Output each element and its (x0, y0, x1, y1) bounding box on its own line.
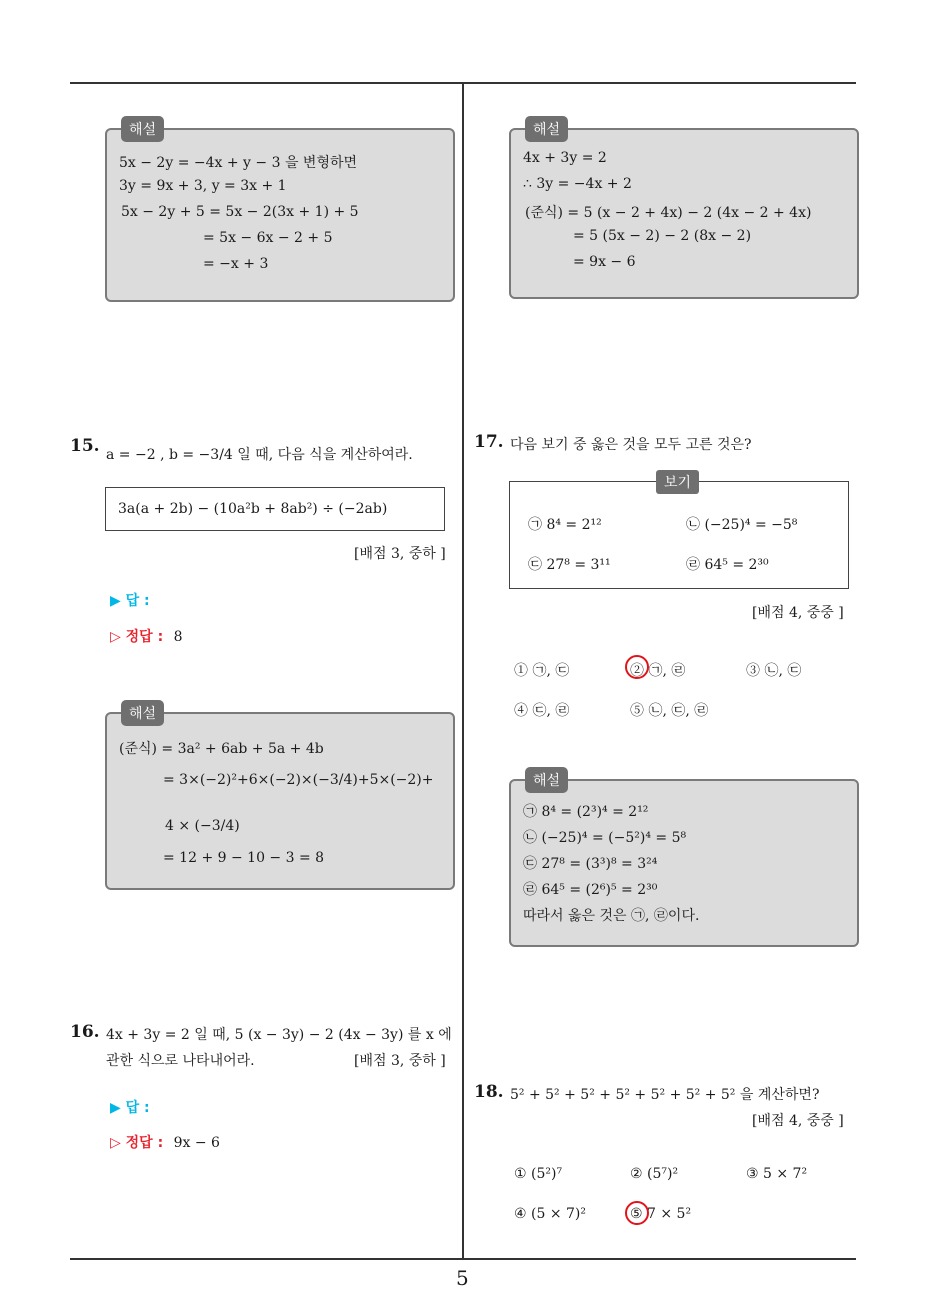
choice-17-5[interactable]: ⑤ ㉡, ㉢, ㉣ (630, 703, 709, 719)
answer-circle-mark-18 (625, 1201, 649, 1225)
solution-line: = −x + 3 (203, 256, 269, 272)
answer-label-q16: ▶ 답 : (110, 1100, 150, 1116)
bogi-item: ㉡ (−25)⁴ = −5⁸ (686, 517, 798, 533)
question-number-15: 15. (70, 436, 100, 456)
solution-line: ㉡ (−25)⁴ = (−5²)⁴ = 5⁸ (523, 830, 687, 846)
solution-tag: 해설 (525, 767, 568, 793)
choice-18-2[interactable]: ② (5⁷)² (630, 1166, 679, 1182)
solution-box-q16 (509, 122, 859, 299)
correct-label: ▷ 정답 : (110, 1135, 164, 1151)
solution-tag: 해설 (121, 116, 164, 142)
bogi-item: ㉠ 8⁴ = 2¹² (528, 517, 602, 533)
solution-line: 4x + 3y = 2 (523, 150, 607, 166)
solution-line: = 5x − 6x − 2 + 5 (203, 230, 333, 246)
solution-tag: 해설 (121, 700, 164, 726)
choice-18-4[interactable]: ④ (5 × 7)² (514, 1206, 586, 1222)
question-number-18: 18. (474, 1082, 504, 1102)
choice-18-1[interactable]: ① (5²)⁷ (514, 1166, 563, 1182)
score-q18: [배점 4, 중중 ] (752, 1113, 844, 1129)
solution-line: = 3×(−2)²+6×(−2)×(−3/4)+5×(−2)+ (163, 772, 434, 788)
solution-line: = 9x − 6 (573, 254, 636, 270)
score-q17: [배점 4, 중중 ] (752, 605, 844, 621)
choice-17-1[interactable]: ① ㉠, ㉢ (514, 663, 570, 679)
solution-line: = 12 + 9 − 10 − 3 = 8 (163, 850, 325, 866)
solution-line: 따라서 옳은 것은 ㉠, ㉣이다. (523, 908, 700, 924)
solution-line: ㉢ 27⁸ = (3³)⁸ = 3²⁴ (523, 856, 658, 872)
bogi-tag: 보기 (656, 470, 699, 494)
formula-box-q15 (105, 487, 445, 531)
question-number-17: 17. (474, 432, 504, 452)
correct-label: ▷ 정답 : (110, 629, 164, 645)
answer-circle-mark-17 (625, 655, 649, 679)
question-text-16-line1: 4x + 3y = 2 일 때, 5 (x − 3y) − 2 (4x − 3y) 를 x 에 (106, 1027, 452, 1043)
solution-box-q14 (105, 122, 455, 302)
choice-17-3[interactable]: ③ ㉡, ㉢ (746, 663, 802, 679)
solution-line: 5x − 2y = −4x + y − 3 을 변형하면 (119, 155, 358, 171)
correct-value: 8 (173, 629, 183, 645)
question-text-18: 5² + 5² + 5² + 5² + 5² + 5² + 5² 을 계산하면? (510, 1087, 820, 1103)
bogi-item: ㉢ 27⁸ = 3¹¹ (528, 557, 611, 573)
correct-answer-q16 (110, 1132, 220, 1152)
bottom-rule (70, 1258, 856, 1260)
solution-line: (준식) = 5 (x − 2 + 4x) − 2 (4x − 2 + 4x) (525, 205, 812, 221)
solution-tag: 해설 (525, 116, 568, 142)
question-text-16-line2: 관한 식으로 나타내어라. (106, 1053, 255, 1069)
solution-line: 3y = 9x + 3, y = 3x + 1 (119, 178, 287, 194)
question-text-15: a = −2 , b = −3/4 일 때, 다음 식을 계산하여라. (106, 447, 413, 463)
solution-line: ㉣ 64⁵ = (2⁶)⁵ = 2³⁰ (523, 882, 658, 898)
solution-line: ∴ 3y = −4x + 2 (523, 176, 632, 192)
score-q16: [배점 3, 중하 ] (354, 1053, 446, 1069)
column-divider (462, 83, 464, 1258)
bogi-item: ㉣ 64⁵ = 2³⁰ (686, 557, 769, 573)
solution-line: (준식) = 3a² + 6ab + 5a + 4b (119, 741, 324, 757)
page-number: 5 (456, 1266, 469, 1290)
score-q15: [배점 3, 중하 ] (354, 546, 446, 562)
solution-line: 4 × (−3/4) (165, 818, 240, 834)
bogi-box (509, 475, 849, 589)
solution-line: ㉠ 8⁴ = (2³)⁴ = 2¹² (523, 804, 649, 820)
solution-line: = 5 (5x − 2) − 2 (8x − 2) (573, 228, 752, 244)
answer-label-q15: ▶ 답 : (110, 593, 150, 609)
solution-line: 5x − 2y + 5 = 5x − 2(3x + 1) + 5 (121, 204, 359, 220)
question-number-16: 16. (70, 1022, 100, 1042)
choice-18-3[interactable]: ③ 5 × 7² (746, 1166, 808, 1182)
choice-17-2[interactable]: ② ㉠, ㉣ (630, 663, 686, 679)
solution-box-q15 (105, 706, 455, 890)
choice-17-4[interactable]: ④ ㉢, ㉣ (514, 703, 570, 719)
correct-value: 9x − 6 (173, 1135, 220, 1151)
correct-answer-q15 (110, 626, 183, 646)
formula: 3a(a + 2b) − (10a²b + 8ab²) ÷ (−2ab) (118, 501, 388, 517)
choice-18-5[interactable]: ⑤ 7 × 5² (630, 1206, 692, 1222)
question-text-17: 다음 보기 중 옳은 것을 모두 고른 것은? (510, 437, 752, 453)
solution-box-q17 (509, 773, 859, 947)
